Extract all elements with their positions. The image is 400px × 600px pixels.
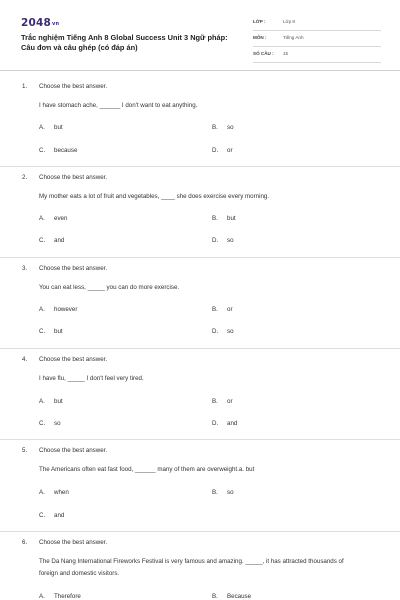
option-c[interactable]: C. but	[39, 328, 63, 335]
option-a[interactable]: A. but	[39, 398, 63, 405]
question-text: I have stomach ache, ______ I don't want to eat anything.	[39, 102, 198, 109]
question-2	[0, 174, 400, 254]
option-b[interactable]: B. or	[212, 306, 233, 313]
option-c[interactable]: C. and	[39, 512, 65, 519]
option-b[interactable]: B. so	[212, 489, 234, 496]
question-instruction: Choose the best answer.	[39, 174, 108, 181]
document-meta	[253, 16, 381, 64]
option-b[interactable]: B. Because	[212, 593, 252, 600]
option-a[interactable]: A. but	[39, 124, 63, 131]
option-a[interactable]: A. even	[39, 215, 68, 222]
meta-row-class	[253, 16, 381, 31]
page-header	[0, 0, 400, 68]
option-b[interactable]: B. but	[212, 215, 236, 222]
question-4	[0, 356, 400, 436]
meta-row-count	[253, 48, 381, 63]
option-d[interactable]: D. so	[212, 237, 234, 244]
option-b[interactable]: B. so	[212, 124, 234, 131]
option-c[interactable]: C. and	[39, 237, 65, 244]
question-number: 1.	[22, 83, 28, 90]
meta-row-subject	[253, 32, 381, 47]
meta-value: 15	[283, 51, 289, 56]
site-logo[interactable]: 2048vn	[21, 17, 60, 29]
question-divider	[0, 348, 400, 349]
question-1	[0, 83, 400, 163]
question-text: My mother eats a lot of fruit and vegetables, ____ she does exercise every morning.	[39, 193, 270, 200]
option-a[interactable]: A. however	[39, 306, 78, 313]
question-instruction: Choose the best answer.	[39, 83, 108, 90]
question-divider	[0, 439, 400, 440]
question-instruction: Choose the best answer.	[39, 265, 108, 272]
question-text: The Americans often eat fast food, ______ many of them are overweight.a. but	[39, 466, 255, 473]
question-6	[0, 539, 400, 600]
question-divider	[0, 257, 400, 258]
option-d[interactable]: D. and	[212, 420, 238, 427]
header-divider	[0, 70, 400, 71]
question-text: The Da Nang International Fireworks Festival is very famous and amazing. _____, it has attracted thousands of foreign and domestic visitors.	[39, 558, 344, 577]
question-number: 4.	[22, 356, 28, 363]
question-instruction: Choose the best answer.	[39, 539, 108, 546]
option-a[interactable]: A. when	[39, 489, 69, 496]
question-divider	[0, 531, 400, 532]
option-c[interactable]: C. because	[39, 147, 78, 154]
meta-label: LỚP :	[253, 19, 266, 24]
question-number: 5.	[22, 447, 28, 454]
question-number: 3.	[22, 265, 28, 272]
meta-label: SỐ CÂU :	[253, 51, 274, 56]
meta-value: Tiếng Anh	[283, 35, 304, 40]
meta-label: MÔN :	[253, 35, 267, 40]
document-title: Trắc nghiệm Tiếng Anh 8 Global Success Unit 3 Ngữ pháp: Câu đơn và câu ghép (có đáp án)	[21, 33, 228, 52]
option-b[interactable]: B. or	[212, 398, 233, 405]
question-instruction: Choose the best answer.	[39, 356, 108, 363]
question-instruction: Choose the best answer.	[39, 447, 108, 454]
option-d[interactable]: D. so	[212, 328, 234, 335]
question-5	[0, 447, 400, 527]
option-c[interactable]: C. so	[39, 420, 61, 427]
question-number: 6.	[22, 539, 28, 546]
meta-value: Lớp 8	[283, 19, 295, 24]
option-d[interactable]: D. or	[212, 147, 233, 154]
question-divider	[0, 166, 400, 167]
option-a[interactable]: A. Therefore	[39, 593, 81, 600]
question-text: I have flu, _____ I don't feel very tired.	[39, 375, 144, 382]
question-number: 2.	[22, 174, 28, 181]
question-text: You can eat less, _____ you can do more exercise.	[39, 284, 180, 291]
question-3	[0, 265, 400, 345]
